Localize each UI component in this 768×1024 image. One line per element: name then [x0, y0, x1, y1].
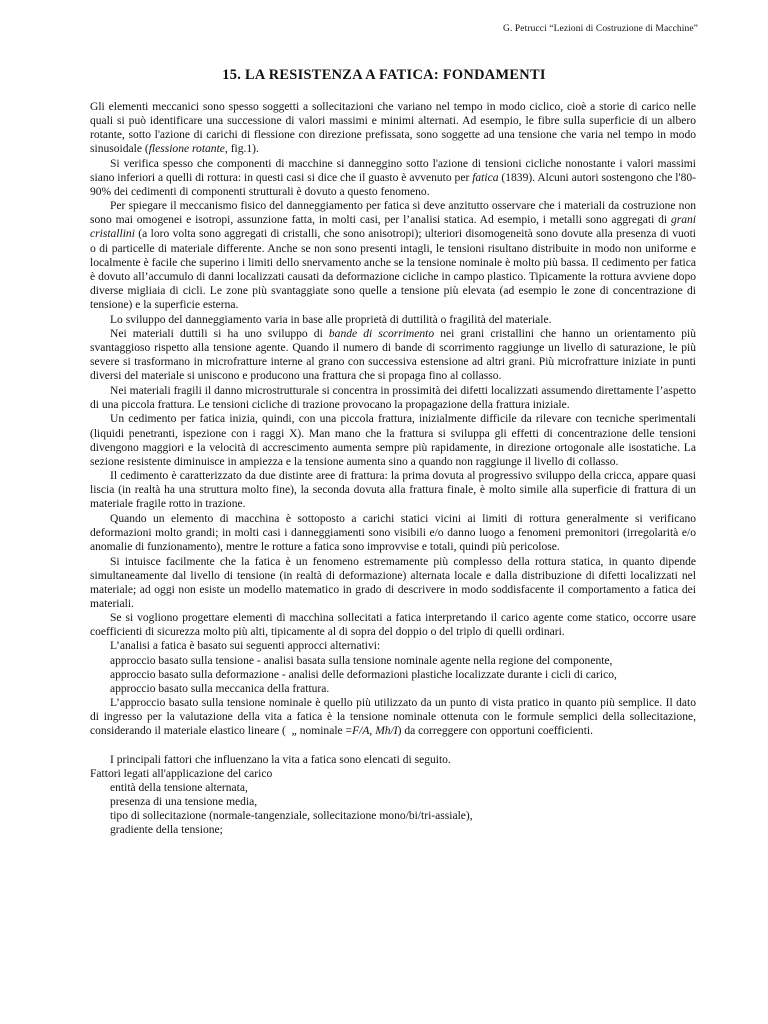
factor-item: tipo di sollecitazione (normale-tangenziale, sollecitazione mono/bi/tri-assiale),	[110, 810, 473, 823]
paragraph-static-loads: Quando un elemento di macchina è sottoposto a carichi statici vicini ai limiti di rottura generalmente si verificano deformazioni molto grandi; in molti casi i danneggiamenti sono visibili e/o danno luogo a fenomeni premonitori (irregolarità e/o anomalie di funzionamento), mentre le rotture a fatica sono improvvise e totali, quindi più pericolose.	[90, 512, 696, 553]
chapter-title: 15. LA RESISTENZA A FATICA: FONDAMENTI	[222, 67, 546, 83]
paragraph-approaches-intro: L’analisi a fatica è basato sui seguenti approcci alternativi:	[110, 640, 381, 653]
paragraph-ductile-materials: Nei materiali duttili si ha uno sviluppo di bande di scorrimento nei grani cristallini che hanno un orientamento più svantaggioso rispetto alla tensione agente. Quando il numero di bande di scorrimento raggiunge un livello di saturazione, le più severe si trasformano in microfratture interne al grano con successiva estensione ad altri grani. Più microfratture iniziate in punti diversi del materiale si uniscono e producono una frattura che si propaga fino al collasso.	[90, 328, 696, 383]
factor-item: entità della tensione alternata,	[110, 781, 248, 794]
paragraph-crack-growth: Un cedimento per fatica inizia, quindi, con una piccola frattura, inizialmente difficile da rilevare con tecniche sperimentali (liquidi penetranti, ispezione con i raggi X). Man mano che la frattura si sviluppa gli effetti di concentrazione delle tensioni divengono maggiori e la velocità di accrescimento aumenta sempre più rapidamente, in direzione ortogonale alle isostatiche. La sezione resistente diminuisce in ampiezza e la tensione aumenta sino a quando non raggiunge il livello di collasso.	[90, 413, 696, 468]
approach-item: approccio basato sulla meccanica della frattura.	[110, 682, 330, 695]
paragraph-intro: Gli elementi meccanici sono spesso soggetti a sollecitazioni che variano nel tempo in modo ciclico, cioè a storie di carico nelle quali si può identificare una successione di valori massimi e minimi alternati. Ad esempio, le fibre sulla superficie di un albero rotante, sotto l'azione di carichi di flessione con direzione prefissata, sono soggette ad una tensione che varia nel tempo in modo sinusoidale (flessione rotante, fig.1).	[90, 101, 696, 156]
paragraph-brittle-materials: Nei materiali fragili il danno microstrutturale si concentra in prossimità dei difetti localizzati assumendo direttamente l’aspetto di una piccola frattura. Le tensioni cicliche di trazione provocano la propagazione della frattura iniziale.	[90, 385, 696, 412]
paragraph-ductility: Lo sviluppo del danneggiamento varia in base alle proprietà di duttilità o fragilità del materiale.	[110, 313, 552, 326]
paragraph-fatica-definition: Si verifica spesso che componenti di macchine si danneggino sotto l'azione di tensioni cicliche nonostante i valori massimi siano inferiori a quelli di rottura: in questi casi si dice che il guasto è avvenuto per fatica (1839). Alcuni autori sostengono che l'80-90% dei cedimenti di componenti strutturali è dovuto a questo fenomeno.	[90, 157, 696, 198]
running-header: G. Petrucci “Lezioni di Costruzione di Macchine”	[503, 24, 698, 34]
factor-item: presenza di una tensione media,	[110, 796, 258, 808]
paragraph-factors-intro: I principali fattori che influenzano la vita a fatica sono elencati di seguito.	[110, 753, 451, 766]
approach-item: approccio basato sulla deformazione - analisi delle deformazioni plastiche localizzate durante i cicli di carico,	[110, 668, 617, 681]
paragraph-safety-factors: Se si vogliono progettare elementi di macchina sollecitati a fatica interpretando il carico agente come statico, occorre usare coefficienti di sicurezza molto più alti, tipicamente al di sopra del doppio o del triplo di quelli ordinari.	[90, 612, 696, 639]
paragraph-complexity: Si intuisce facilmente che la fatica è un fenomeno estremamente più complesso della rottura statica, in quanto dipende simultaneamente dal livello di tensione (in realtà di deformazione) alternata locale e dalla distribuzione di difetti localizzati nel materiale; ad oggi non esiste un modello matematico in grado di descrivere in modo soddisfacente il comportamento a fatica dei materiali.	[90, 555, 696, 610]
paragraph-nominal-stress: L’approccio basato sulla tensione nominale è quello più utilizzato da un punto di vista pratico in quanto più semplice. Il dato di ingresso per la valutazione della vita a fatica è la tensione nominale ottenuta con le formule semplici della sollecitazione, considerando il materiale elastico lineare ( „ nominale =F/A, Mh/I) da correggere con opportuni coefficienti.	[90, 697, 696, 738]
chapter-body	[90, 100, 696, 837]
paragraph-fracture-areas: Il cedimento è caratterizzato da due distinte aree di frattura: la prima dovuta al progressivo sviluppo della cricca, appare quasi liscia (in realtà ha una struttura molto fine), la seconda dovuta alla frattura finale, è molto simile alla superficie di frattura di un materiale fragile rotto in trazione.	[90, 470, 696, 511]
factor-item: gradiente della tensione;	[110, 824, 223, 837]
approach-item: approccio basato sulla tensione - analisi basata sulla tensione nominale agente nella regione del componente,	[110, 654, 613, 667]
factors-heading: Fattori legati all'applicazione del carico	[90, 767, 273, 780]
paragraph-mechanism: Per spiegare il meccanismo fisico del danneggiamento per fatica si deve anzitutto osservare che i materiali da costruzione non sono mai omogenei e isotropi, assunzione fatta, in molti casi, per l’analisi statica. Ad esempio, i metalli sono aggregati di grani cristallini (a loro volta sono aggregati di cristalli, che sono anisotropi); ulteriori disomogeneità sono dovute alla presenza di vuoti o di particelle di materiale differente. Anche se non sono presenti intagli, le tensioni risultano distribuite in modo non uniforme e localmente è facile che superino i limiti dello snervamento anche se la tensione nominale è molto più bassa. Il cedimento per fatica è dovuto all’accumulo di danni localizzati causati da deformazione cicliche in campo plastico. Tipicamente la rottura avviene dopo diverse migliaia di cicli. Le zone più svantaggiate sono quelle a tensione più elevata (ad esempio le zone di concentrazione di tensione) e la superficie esterna.	[90, 200, 696, 312]
